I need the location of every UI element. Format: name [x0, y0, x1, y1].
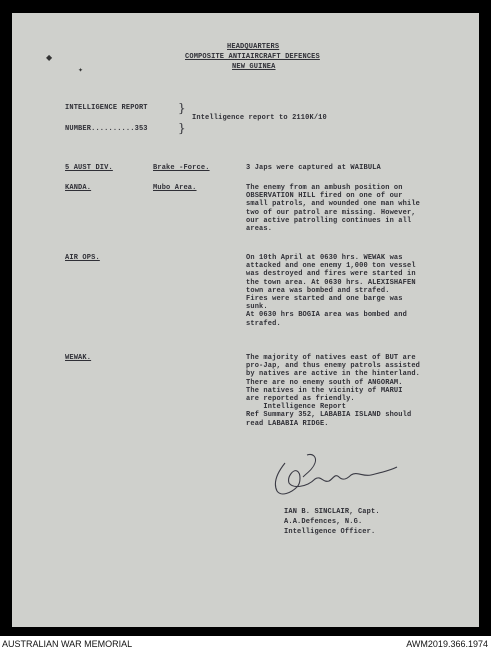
air-ops-text: On 10th April at 0630 hrs. WEWAK was attacked and one enemy 1,000 ton vessel was destroyed and fires were started in the town area. At 0630 hrs. ALEXISHAFEN town area was bombed and strafed. Fires were started and one barge was sunk. At 0630 hrs BOGIA area was bombed and strafed.: [246, 254, 416, 328]
signatory-name: IAN B. SINCLAIR, Capt.: [284, 508, 380, 516]
mubo-area-label: Mubo Area.: [153, 184, 197, 192]
handwritten-signature: [267, 443, 402, 503]
kanda-label: KANDA.: [65, 184, 92, 192]
brake-force-label: Brake -Force.: [153, 164, 210, 172]
archive-footer: [0, 636, 491, 653]
report-subject: Intelligence report to 2110K/10: [192, 114, 327, 122]
wewak-text: The majority of natives east of BUT are pro-Jap, and thus enemy patrols assisted by natives are active in the hinterland. There are no enemy south of ANGORAM. The natives in the vicinity of MARUI are reported as friendly. Intelligence Report Ref Summary 352, LABABIA ISLAND should read LABABIA RIDGE.: [246, 354, 421, 428]
signatory-title: Intelligence Officer.: [284, 528, 376, 536]
report-label: INTELLIGENCE REPORT: [65, 104, 148, 112]
header-line-1: HEADQUARTERS: [227, 43, 280, 51]
signatory-unit: A.A.Defences, N.G.: [284, 518, 363, 526]
air-ops-label: AIR OPS.: [65, 254, 100, 262]
brace-bottom: }: [178, 121, 186, 135]
mubo-text: The enemy from an ambush position on OBSERVATION HILL fired on one of our small patrols, and wounded one man while two of our patrol are missing. However, our active patrolling continues in all areas.: [246, 184, 421, 234]
punch-mark-small: ✦: [78, 67, 84, 74]
footer-accession-id: AWM2019.366.1974: [406, 639, 488, 649]
wewak-label: WEWAK.: [65, 354, 92, 362]
document-page: [12, 13, 479, 627]
brace-top: }: [178, 101, 186, 115]
report-number: NUMBER..........353: [65, 125, 148, 133]
brake-force-text: 3 Japs were captured at WAIBULA: [246, 164, 381, 172]
header-line-3: NEW GUINEA: [232, 63, 276, 71]
div-label: 5 AUST DIV.: [65, 164, 113, 172]
footer-institution: AUSTRALIAN WAR MEMORIAL: [2, 639, 133, 649]
punch-mark: ◆: [46, 53, 53, 62]
header-line-2: COMPOSITE ANTIAIRCRAFT DEFENCES: [185, 53, 320, 61]
